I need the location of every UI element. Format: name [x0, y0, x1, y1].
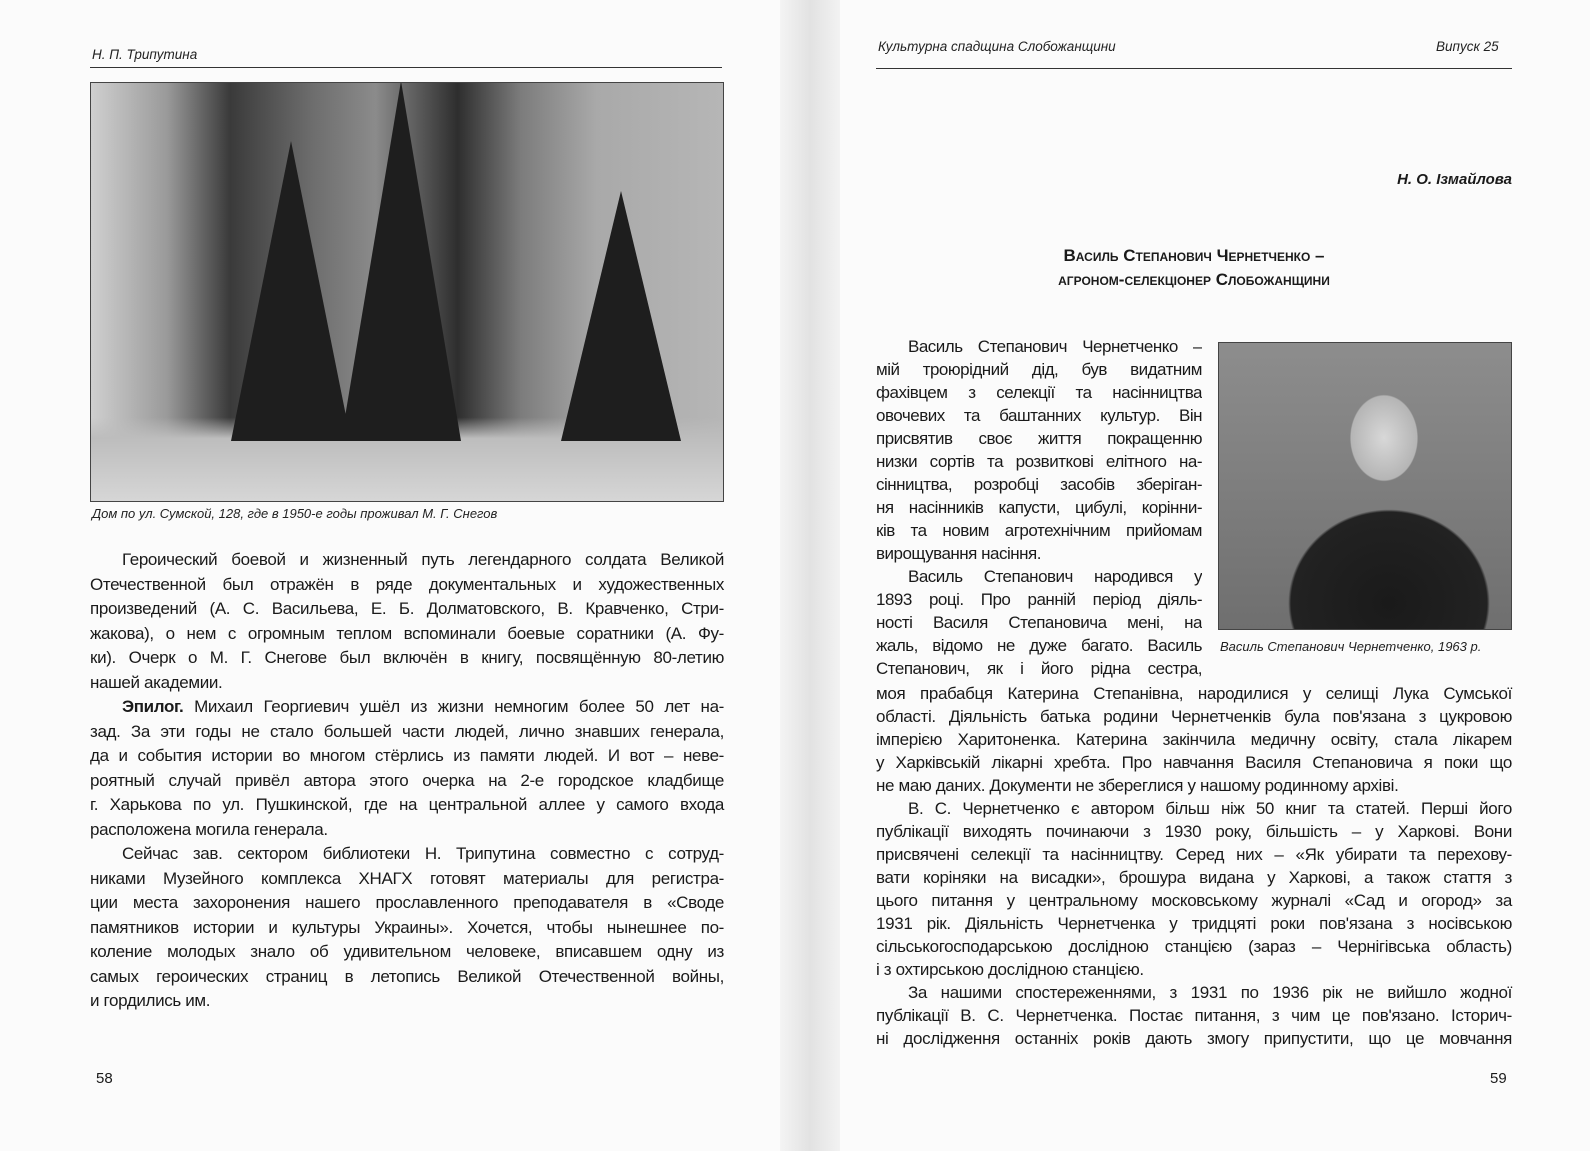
text-line: присвятив своє життя покращенню [876, 429, 1202, 448]
article-title-line: агроном-селекціонер Слобожанщини [1058, 270, 1330, 289]
text-line: ня насінників капусти, цибулі, корінни- [876, 498, 1202, 517]
text-line: жакова), о нем с огромным теплом вспоминали боевые соратники (А. Фу- [90, 623, 724, 643]
text-line: овочевих та баштанних культур. Він [876, 406, 1202, 425]
text-line: нашей академии. [90, 672, 223, 692]
article-author: Н. О. Ізмайлова [1397, 171, 1512, 188]
text-line: Героический боевой и жизненный путь легендарного солдата Великой [122, 550, 724, 569]
text-line: произведений (А. С. Васильева, Е. Б. Долматовского, В. Кравченко, Стри- [90, 599, 724, 618]
page-number-left: 58 [96, 1070, 113, 1087]
paragraph-lead: Эпилог. [122, 697, 184, 716]
text-line: ки). Очерк о М. Г. Снегове был включён в книгу, посвящённую 80-летию [90, 648, 724, 667]
text-line: і з охтирською дослідною станцією. [876, 960, 1144, 979]
text-line: зад. За эти годы не стало большей части людей, лично знавших генерала, [90, 721, 724, 741]
tree-shape [341, 82, 461, 441]
portrait-caption: Василь Степанович Чернетченко, 1963 р. [1220, 639, 1482, 654]
book-gutter [780, 0, 840, 1151]
tree-shape [561, 191, 681, 441]
text-line: 1931 рік. Діяльність Чернетченка у тридцяті роки пов'язана з носівською [876, 914, 1512, 933]
header-rule-right [876, 68, 1512, 69]
text-line: публікації виходять починаючи з 1930 року, більшість – у Харкові. Вони [876, 822, 1512, 841]
text-line: низки сортів та розвиткові елітного на- [876, 452, 1202, 471]
text-line: роятный случай привёл автора этого очерка на 2-е городское кладбище [90, 770, 724, 790]
text-line: жаль, відомо не дуже багато. Василь [876, 636, 1202, 655]
text-line: В. С. Чернетченко є автором більш ніж 50 книг та статей. Перші його [908, 799, 1512, 818]
tree-shape [231, 141, 351, 441]
text-line: не маю даних. Документи не збереглися у нашому родинному архіві. [876, 776, 1399, 795]
text-line: ності Василя Степановича мені, на [876, 613, 1202, 632]
text-line: у Харківській лікарні хребта. Про навчання Василя Степановича я поки що [876, 753, 1512, 772]
text-line: вати коріняки на висадки», брошура видана у Харкові, а також стаття з [876, 868, 1512, 887]
page-number-right: 59 [1490, 1070, 1507, 1087]
text-line: імперією Харитоненка. Катерина закінчила медичну освіту, стала лікарем [876, 730, 1512, 749]
issue-label: Випуск 25 [1436, 39, 1499, 54]
text-line: сільськогосподарською дослідною станцією (зараз – Чернігівська область) [876, 937, 1512, 956]
text-line-rest: Михаил Георгиевич ушёл из жизни немногим более 50 лет на- [183, 697, 724, 716]
text-line: г. Харькова по ул. Пушкинской, где на центральной аллее у самого входа [90, 795, 724, 814]
text-line: Отечественной был отражён в ряде документальных и художественных [90, 574, 724, 594]
header-rule-left [90, 67, 722, 68]
text-line: расположена могила генерала. [90, 819, 328, 839]
text-line: никами Музейного комплекса ХНАГХ готовят материалы для регистра- [90, 868, 724, 888]
text-line: ции места захоронения нашего прославленного преподавателя в «Своде [90, 893, 724, 912]
text-line: самых героических страниц в летопись Великой Отечественной войны, [90, 966, 724, 986]
text-line: області. Діяльність батька родини Чернетченків була пов'язана з цукровою [876, 707, 1512, 726]
text-line: да и события истории во многом стёрлись из памяти людей. И вот – неве- [90, 746, 724, 765]
text-line: За нашими спостереженнями, з 1931 по 1936 рік не вийшло жодної [908, 983, 1512, 1002]
building-photo-caption: Дом по ул. Сумской, 128, где в 1950-е годы проживал М. Г. Снегов [92, 506, 498, 521]
text-line: памятников истории и культуры Украины». Хочется, чтобы нынешнее по- [90, 917, 724, 937]
right-wide-text [876, 682, 1512, 1050]
text-line: ків та новим агротехнічним прийомам [876, 521, 1202, 540]
text-line: цього питання у центральному московському журналі «Сад и огород» за [876, 891, 1512, 910]
text-line: сінництва, розробці засобів зберіган- [876, 475, 1202, 494]
text-line: и гордились им. [90, 991, 211, 1010]
text-line: 1893 році. Про ранній період діяль- [876, 590, 1202, 609]
text-line: Сейчас зав. сектором библиотеки Н. Трипутина совместно с сотруд- [122, 844, 724, 863]
text-line: Василь Степанович народився у [908, 567, 1202, 586]
right-narrow-text [876, 335, 1202, 680]
text-line: присвячені селекції та насінництву. Серед них – «Як убирати та перехову- [876, 845, 1512, 864]
text-line: моя прабабця Катерина Степанівна, народилися у селищі Лука Сумської [876, 684, 1512, 703]
text-line: вирощування насіння. [876, 544, 1041, 563]
text-line: Степанович, як і його рідна сестра, [876, 659, 1202, 678]
running-header-right: Культурна спадщина Слобожанщини [878, 39, 1116, 54]
text-line: Василь Степанович Чернетченко – [908, 337, 1202, 356]
portrait-photo [1218, 342, 1512, 630]
text-line: коление молодых знало об удивительном человеке, вписавшем одну из [90, 942, 724, 961]
text-line: мій троюрідний дід, був видатним [876, 360, 1202, 379]
text-line [90, 695, 724, 720]
left-body-text [90, 548, 724, 1014]
text-line: фахівцем з селекції та насінництва [876, 383, 1202, 402]
building-photo [90, 82, 724, 502]
article-title [876, 244, 1512, 292]
text-line: ні дослідження останніх років дають змогу припустити, що це мовчання [876, 1029, 1512, 1048]
running-header-left: Н. П. Трипутина [92, 47, 198, 62]
article-title-line: Василь Степанович Чернетченко – [1063, 246, 1325, 265]
text-line: публікації В. С. Чернетченка. Постає питання, з чим це пов'язано. Історич- [876, 1006, 1512, 1025]
